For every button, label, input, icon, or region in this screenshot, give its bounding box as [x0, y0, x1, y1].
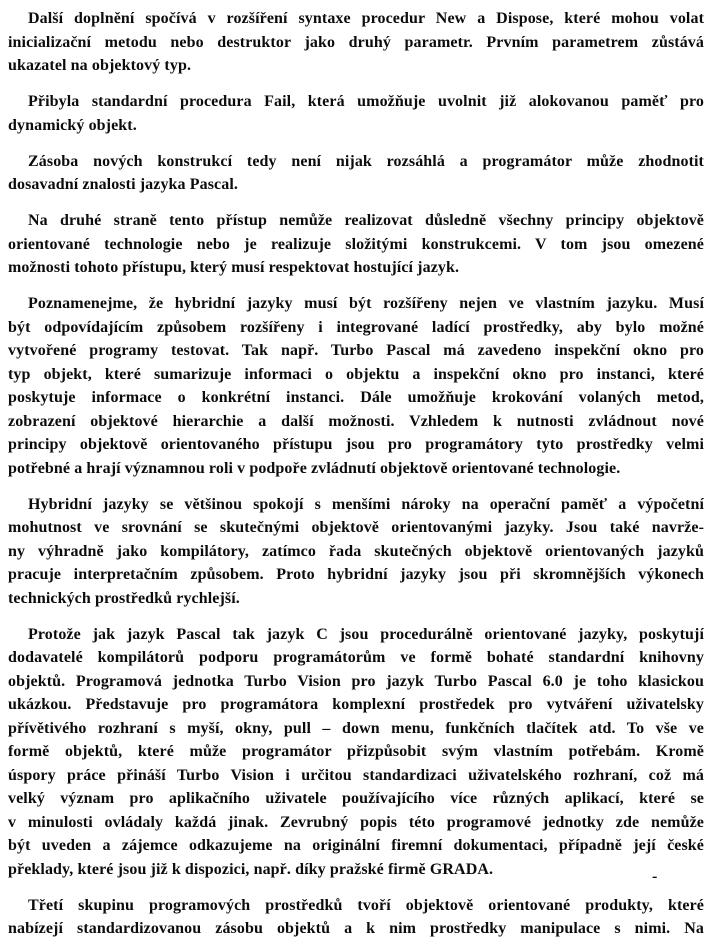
- text-line: být odpovídajícím způsobem rozšířeny i integrované ladící prostředky, aby bylo možné: [8, 318, 704, 336]
- text-line: Třetí skupinu programových prostředků tvoří objektově orientované produkty, které: [28, 896, 704, 914]
- text-line: zobrazení objektové hierarchie a další možnosti. Vzhledem k nutnosti zvládnout nové: [8, 412, 704, 430]
- text-line: ny výhradně jako kompilátory, zatímco řada skutečných objektově orientovaných jazyků: [8, 542, 704, 560]
- text-line: Poznamenejme, že hybridní jazyky musí být rozšířeny nejen ve vlastním jazyku. Musí: [28, 295, 704, 312]
- text-line: orientované technologie nebo je realizuje složitými konstrukcemi. V tom jsou omezené: [8, 235, 704, 253]
- text-line: inicializační metodu nebo destruktor jako druhý parametr. Prvním parametrem zůstává: [8, 33, 704, 51]
- paragraph: [8, 7, 704, 78]
- text-line: Přibyla standardní procedura Fail, která umožňuje uvolnit již alokovanou paměť pro: [28, 93, 704, 110]
- paragraph: [8, 292, 704, 480]
- text-line: úspory práce přináší Turbo Vision i určitou standardizaci uživatelského rozhraní, což má: [8, 766, 704, 784]
- text-line: objektů. Programová jednotka Turbo Vision pro jazyk Turbo Pascal 6.0 je toho klasickou: [8, 672, 704, 690]
- text-line: být uveden a zájemce odkazujeme na originální firemní dokumentaci, případně její české: [8, 837, 704, 854]
- text-line: vytvořené programy testovat. Tak např. Turbo Pascal má zavedeno inspekční okno pro: [8, 342, 704, 359]
- text-line: v minulosti ovládaly každá jinak. Zevrubný popis této programové jednotky zde nemůže: [8, 813, 704, 831]
- text-line: technických prostředků rychlejší.: [8, 589, 240, 607]
- text-line: nabízejí standardizovanou zásobu objektů a k nim prostředky manipulace s nimi. Na: [8, 920, 704, 937]
- text-line: Na druhé straně tento přístup nemůže realizovat důsledně všechny principy objektově: [28, 212, 704, 229]
- text-line: principy objektově orientovaného přístupu jsou pro programátory tyto prostředky velmi: [8, 436, 704, 453]
- text-line: formě objektů, které může programátor přizpůsobit svým vlastním potřebám. Kromě: [8, 743, 704, 760]
- text-line: velký význam pro aplikačního uživatele používajícího více různých aplikací, které se: [8, 790, 704, 807]
- paragraph: [8, 150, 704, 197]
- text-line: možnosti tohoto přístupu, který musí respektovat hostující jazyk.: [8, 259, 460, 276]
- text-line: Další doplnění spočívá v rozšíření syntaxe procedur New a Dispose, které mohou volat: [28, 10, 704, 27]
- text-line: překlady, které jsou již k dispozici, např. díky pražské firmě GRADA.: [8, 860, 494, 878]
- scan-artifact-dash: -: [652, 868, 658, 885]
- text-line: Protože jak jazyk Pascal tak jazyk C jsou procedurálně orientované jazyky, poskytují: [28, 625, 704, 643]
- text-line: pracuje interpretačním způsobem. Proto hybridní jazyky jsou při skromnějších výkonech: [8, 566, 704, 583]
- text-line: potřebné a hrají významnou roli v podpoře zvládnutí objektově orientované technologie.: [8, 459, 621, 477]
- text-line: mohutnost ve srovnání se skutečnými objektově orientovanými jazyky. Jsou také navrže-: [8, 519, 704, 536]
- text-line: dosavadní znalosti jazyka Pascal.: [8, 176, 238, 193]
- paragraph: [8, 623, 704, 882]
- text-line: dynamický objekt.: [8, 116, 137, 134]
- text-line: poskytuje informace o konkrétní instanci. Dále umožňuje krokování volaných metod,: [8, 389, 704, 406]
- text-line: ukázkou. Představuje pro programátora komplexní prostředek pro vytváření uživatelsky: [8, 696, 704, 713]
- text-line: ukazatel na objektový typ.: [8, 57, 192, 74]
- paragraph: [8, 209, 704, 280]
- text-line: Hybridní jazyky se většinou spokojí s menšími nároky na operační paměť a výpočetní: [28, 495, 704, 513]
- paragraph: [8, 493, 704, 611]
- paragraph: [8, 894, 704, 941]
- text-line: dodavatelé kompilátorů podporu programátorům ve formě bohaté standardní knihovny: [8, 649, 704, 666]
- text-line: přívětivého rozhraní s myší, okny, pull – down menu, funkčních tlačítek atd. To vše ve: [8, 719, 704, 737]
- text-line: typ objekt, které sumarizuje informaci o objektu a inspekční okno pro instanci, které: [8, 365, 704, 383]
- paragraph: [8, 90, 704, 137]
- text-line: Zásoba nových konstrukcí tedy není nijak rozsáhlá a programátor může zhodnotit: [28, 152, 704, 170]
